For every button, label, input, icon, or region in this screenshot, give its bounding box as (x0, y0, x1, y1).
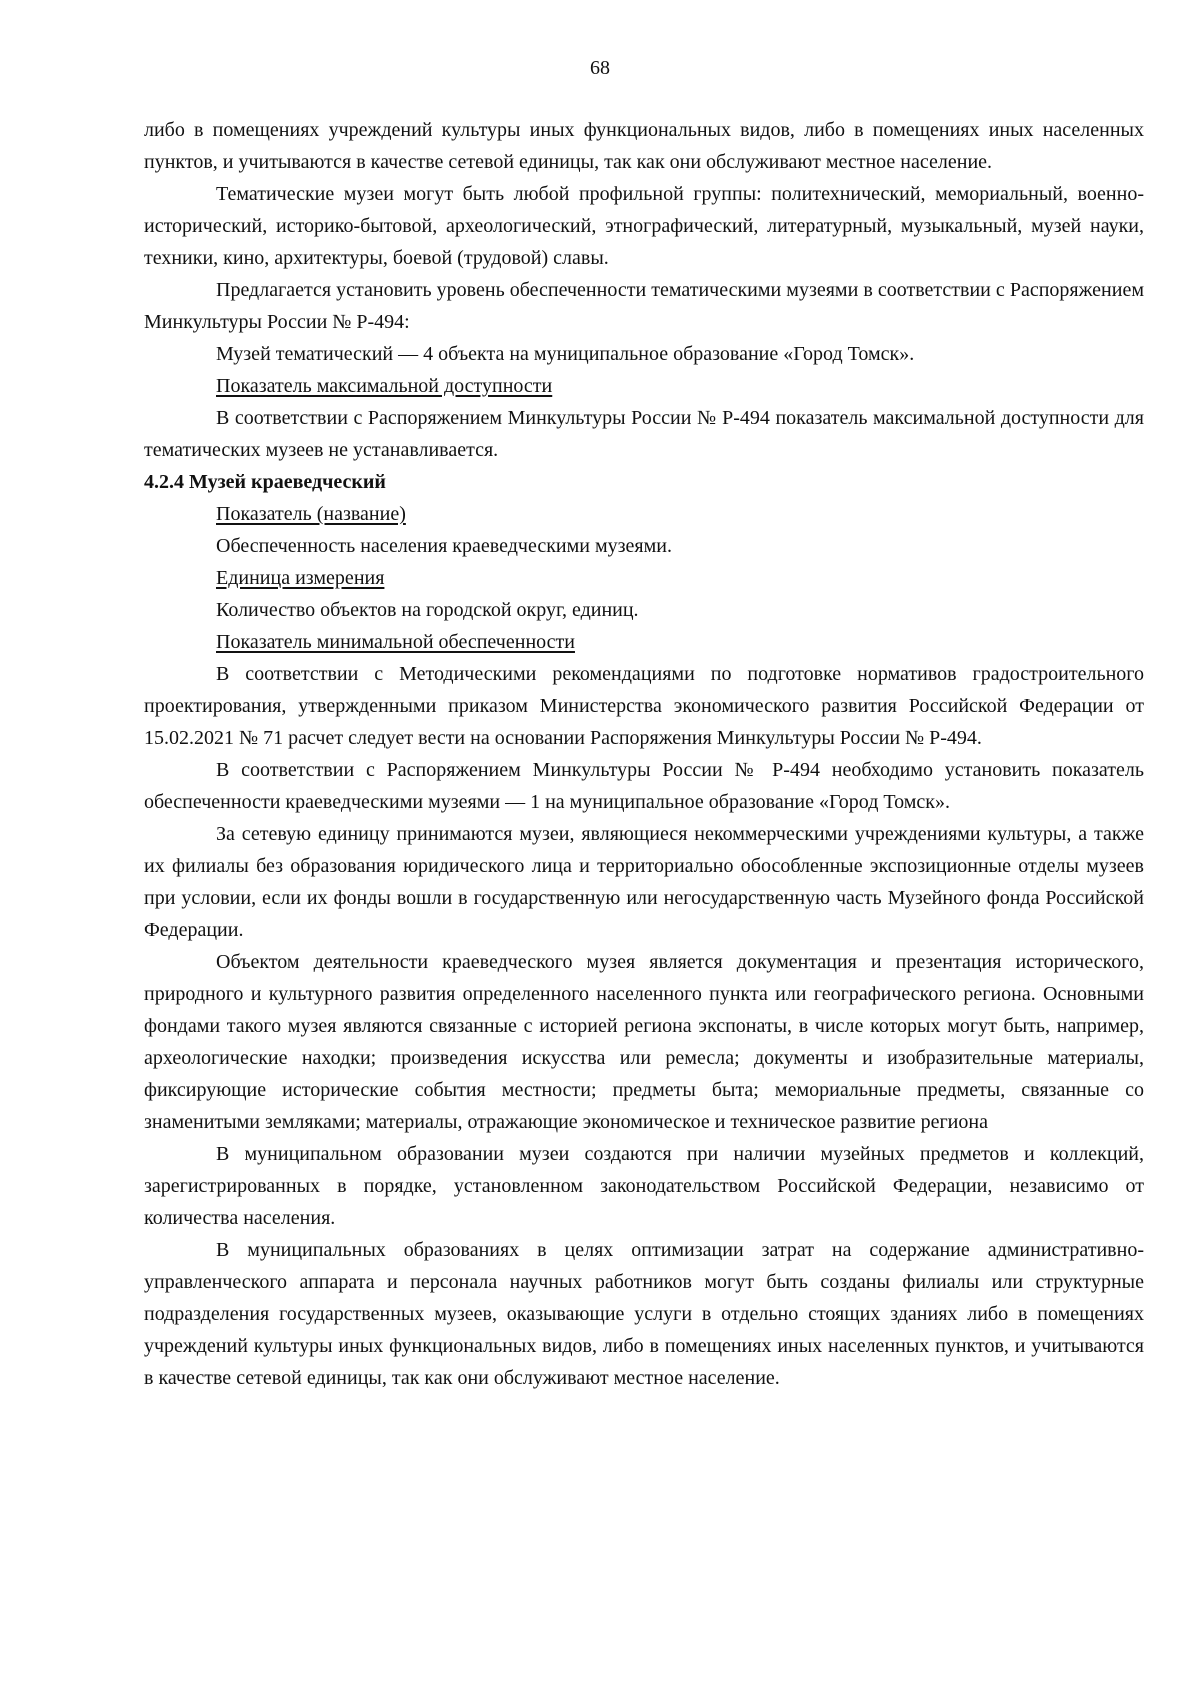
paragraph-indicator-name: Обеспеченность населения краеведческими музеями. (216, 535, 672, 557)
document-body (144, 114, 1144, 1394)
section-heading: 4.2.4 Музей краеведческий (144, 471, 386, 493)
paragraph-network-unit: За сетевую единицу принимаются музеи, являющиеся некоммерческими учреждениями культуры, а также их филиалы без образования юридического лица и территориально обособленные экспозиционные отделы музеев при условии, если их фонды вошли в государственную или негосударственную часть Музейного фонда Российской Федерации. (144, 823, 1144, 941)
label-unit: Единица измерения (216, 567, 385, 589)
label-indicator-name: Показатель (название) (216, 503, 406, 525)
paragraph-methodology: В соответствии с Методическими рекомендациями по подготовке нормативов градостроительного проектирования, утвержденными приказом Министерства экономического развития Российской Федерации от 15.02.2021 № 71 расчет следует вести на основании Распоряжения Минкультуры России № Р-494. (144, 663, 1144, 749)
paragraph-proposal: Предлагается установить уровень обеспеченности тематическими музеями в соответствии с Распоряжением Минкультуры России № Р-494: (144, 279, 1144, 333)
paragraph-creation: В муниципальном образовании музеи создаются при наличии музейных предметов и коллекций, зарегистрированных в порядке, установленном законодательством Российской Федерации, независимо от количества населения. (144, 1143, 1144, 1229)
page-number: 68 (590, 57, 610, 79)
label-max-accessibility: Показатель максимальной доступности (216, 375, 553, 397)
paragraph-local-museum-count: В соответствии с Распоряжением Минкультуры России № Р-494 необходимо установить показатель обеспеченности краеведческими музеями — 1 на муниципальное образование «Город Томск». (144, 759, 1144, 813)
paragraph-branches: В муниципальных образованиях в целях оптимизации затрат на содержание административно-управленческого аппарата и персонала научных работников могут быть созданы филиалы или структурные подразделения государственных музеев, оказывающие услуги в отдельно стоящих зданиях либо в помещениях учреждений культуры иных функциональных видов, либо в помещениях иных населенных пунктов, и учитываются в качестве сетевой единицы, так как они обслуживают местное население. (144, 1239, 1144, 1389)
paragraph-unit: Количество объектов на городской округ, единиц. (216, 599, 639, 621)
paragraph-max-accessibility: В соответствии с Распоряжением Минкультуры России № Р-494 показатель максимальной доступности для тематических музеев не устанавливается. (144, 407, 1144, 461)
paragraph-continuation: либо в помещениях учреждений культуры иных функциональных видов, либо в помещениях иных населенных пунктов, и учитываются в качестве сетевой единицы, так как они обслуживают местное население. (144, 119, 1144, 173)
paragraph-thematic-museums: Тематические музеи могут быть любой профильной группы: политехнический, мемориальный, военно-исторический, историко-бытовой, археологический, этнографический, литературный, музыкальный, музей науки, техники, кино, архитектуры, боевой (трудовой) славы. (144, 183, 1144, 269)
paragraph-activity-object: Объектом деятельности краеведческого музея является документация и презентация исторического, природного и культурного развития определенного населенного пункта или географического региона. Основными фондами такого музея являются связанные с историей региона экспонаты, в числе которых могут быть, например, археологические находки; произведения искусства или ремесла; документы и изобразительные материалы, фиксирующие исторические события местности; предметы быта; мемориальные предметы, связанные со знаменитыми земляками; материалы, отражающие экономическое и техническое развитие региона (144, 951, 1144, 1133)
label-min-provision: Показатель минимальной обеспеченности (216, 631, 575, 653)
paragraph-thematic-count: Музей тематический — 4 объекта на муниципальное образование «Город Томск». (216, 343, 915, 365)
